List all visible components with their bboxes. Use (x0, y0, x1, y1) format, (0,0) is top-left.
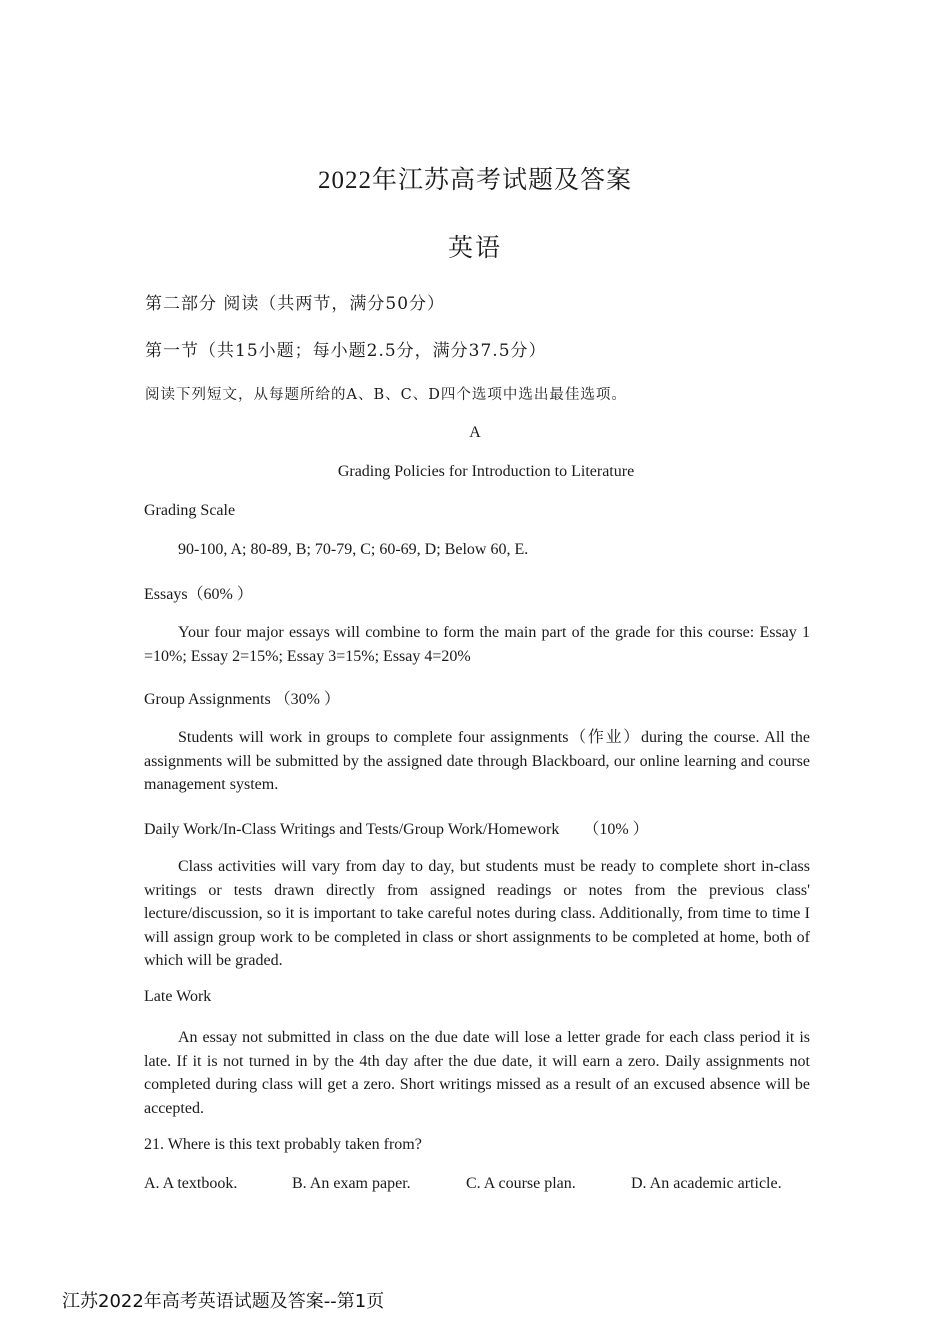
option-b[interactable]: B. An exam paper. (292, 1175, 411, 1192)
grading-scale-text: 90-100, A; 80-89, B; 70-79, C; 60-69, D; Below 60, E. (178, 541, 529, 558)
option-c[interactable]: C. A course plan. (466, 1175, 576, 1192)
daily-work-paragraph: Class activities will vary from day to day, but students must be ready to complete short in-class writings or tests drawn directly from assigned readings or notes from the previous class' lecture/discussion, so it is important to take careful notes during class. Additionally, from time to time I will assign group work to be completed in class or short assignments to be completed at home, both of which will be graded. (144, 858, 810, 969)
page-footer: 江苏2022年高考英语试题及答案--第1页 (62, 1291, 385, 1312)
essays-heading: Essays（60% ） (144, 586, 253, 603)
group-assignments-heading: Group Assignments （30% ） (144, 691, 341, 708)
passage-title: Grading Policies for Introduction to Literature (337, 463, 635, 480)
late-work-paragraph: An essay not submitted in class on the due date will lose a letter grade for each class period it is late. If it is not turned in by the 4th day after the due date, it will earn a zero. Daily assignments not completed during class will get a zero. Short writings missed as a result of an excused absence will be accepted. (144, 1029, 810, 1117)
grading-scale-heading: Grading Scale (144, 502, 236, 519)
option-d[interactable]: D. An academic article. (631, 1175, 782, 1192)
group-assignments-paragraph: Students will work in groups to complete four assignments（作业）during the course. All the assignments will be submitted by the assigned date through Blackboard, our online learning and course management system. (144, 729, 810, 793)
essays-paragraph: Your four major essays will combine to form the main part of the grade for this course: Essay 1 =10%; Essay 2=15%; Essay 3=15%; Essay 4=20% (144, 624, 810, 665)
answer-options (144, 1175, 814, 1199)
subject-heading: 英语 (447, 235, 502, 262)
daily-work-heading: Daily Work/In-Class Writings and Tests/Group Work/Homework （10% ） (144, 821, 649, 838)
option-a[interactable]: A. A textbook. (144, 1175, 238, 1192)
part-heading: 第二部分 阅读（共两节，满分50分） (145, 294, 446, 314)
page-title: 2022年江苏高考试题及答案 (317, 167, 632, 194)
late-work-heading: Late Work (144, 988, 212, 1005)
directions: 阅读下列短文，从每题所给的A、B、C、D四个选项中选出最佳选项。 (145, 387, 627, 403)
question-stem: 21. Where is this text probably taken from? (144, 1136, 422, 1153)
passage-label: A (469, 424, 481, 441)
section-heading: 第一节（共15小题；每小题2.5分，满分37.5分） (145, 341, 547, 361)
